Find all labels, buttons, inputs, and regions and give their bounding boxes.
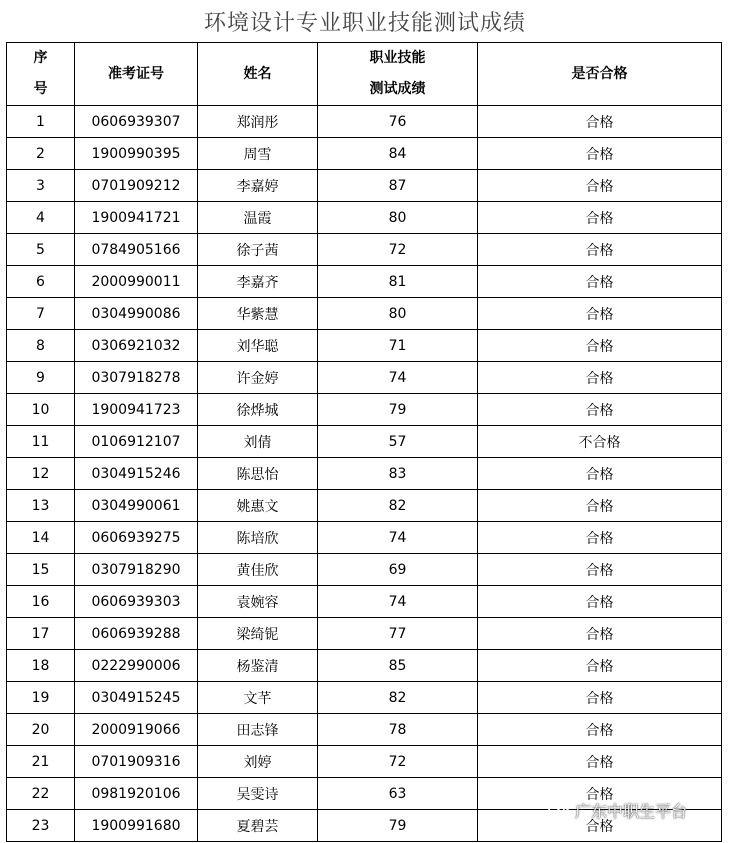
cell-exam-no: 1900941723: [75, 394, 198, 426]
cell-score: 74: [318, 586, 478, 618]
cell-name: 姚惠文: [198, 490, 318, 522]
cell-name: 黄佳欣: [198, 554, 318, 586]
cell-pass: 合格: [478, 778, 722, 810]
cell-pass: 合格: [478, 330, 722, 362]
cell-seq: 17: [7, 618, 75, 650]
table-row: [7, 554, 722, 586]
cell-seq: 21: [7, 746, 75, 778]
cell-score: 74: [318, 362, 478, 394]
cell-name: 梁绮铌: [198, 618, 318, 650]
table-row: [7, 266, 722, 298]
cell-pass: 不合格: [478, 426, 722, 458]
cell-exam-no: 0307918290: [75, 554, 198, 586]
cell-exam-no: 0307918278: [75, 362, 198, 394]
cell-seq: 7: [7, 298, 75, 330]
cell-score: 80: [318, 298, 478, 330]
header-pass: 是否合格: [478, 43, 722, 106]
cell-score: 87: [318, 170, 478, 202]
table-row: [7, 458, 722, 490]
cell-pass: 合格: [478, 202, 722, 234]
cell-seq: 6: [7, 266, 75, 298]
cell-pass: 合格: [478, 490, 722, 522]
cell-score: 85: [318, 650, 478, 682]
header-score-line2: 测试成绩: [369, 81, 426, 97]
cell-score: 80: [318, 202, 478, 234]
cell-seq: 16: [7, 586, 75, 618]
cell-score: 82: [318, 682, 478, 714]
cell-seq: 1: [7, 106, 75, 138]
cell-exam-no: 1900990395: [75, 138, 198, 170]
cell-score: 83: [318, 458, 478, 490]
cell-pass: 合格: [478, 458, 722, 490]
header-seq: [7, 43, 75, 106]
cell-seq: 22: [7, 778, 75, 810]
header-seq-line1: 序: [33, 50, 48, 66]
cell-name: 陈培欣: [198, 522, 318, 554]
cell-seq: 3: [7, 170, 75, 202]
header-name: 姓名: [198, 43, 318, 106]
cell-name: 文芊: [198, 682, 318, 714]
cell-pass: 合格: [478, 618, 722, 650]
table-row: [7, 618, 722, 650]
cell-exam-no: 0222990006: [75, 650, 198, 682]
table-row: [7, 330, 722, 362]
header-exam-no: 准考证号: [75, 43, 198, 106]
cell-name: 夏碧芸: [198, 810, 318, 842]
cell-name: 刘倩: [198, 426, 318, 458]
cell-pass: 合格: [478, 746, 722, 778]
cell-exam-no: 0304915246: [75, 458, 198, 490]
table-row: [7, 298, 722, 330]
cell-score: 71: [318, 330, 478, 362]
table-row: [7, 650, 722, 682]
cell-pass: 合格: [478, 106, 722, 138]
cell-name: 李嘉齐: [198, 266, 318, 298]
cell-name: 刘婷: [198, 746, 318, 778]
cell-name: 袁婉容: [198, 586, 318, 618]
table-row: [7, 522, 722, 554]
cell-name: 李嘉婷: [198, 170, 318, 202]
cell-name: 刘华聪: [198, 330, 318, 362]
cell-score: 82: [318, 490, 478, 522]
cell-exam-no: 1900941721: [75, 202, 198, 234]
cell-seq: 20: [7, 714, 75, 746]
cell-pass: 合格: [478, 234, 722, 266]
cell-score: 76: [318, 106, 478, 138]
cell-name: 陈思怡: [198, 458, 318, 490]
cell-name: 徐烨城: [198, 394, 318, 426]
table-row: [7, 394, 722, 426]
cell-pass: 合格: [478, 362, 722, 394]
cell-exam-no: 0304990086: [75, 298, 198, 330]
cell-pass: 合格: [478, 138, 722, 170]
cell-name: 周雪: [198, 138, 318, 170]
cell-seq: 23: [7, 810, 75, 842]
watermark: [548, 798, 687, 822]
cell-seq: 8: [7, 330, 75, 362]
table-row: [7, 362, 722, 394]
cell-seq: 15: [7, 554, 75, 586]
cell-exam-no: 0106912107: [75, 426, 198, 458]
cell-pass: 合格: [478, 586, 722, 618]
cell-exam-no: 0784905166: [75, 234, 198, 266]
cell-exam-no: 0606939303: [75, 586, 198, 618]
cell-seq: 14: [7, 522, 75, 554]
wechat-icon: [548, 801, 570, 819]
cell-name: 吴雯诗: [198, 778, 318, 810]
cell-score: 69: [318, 554, 478, 586]
watermark-text: 广东中职生平台: [575, 801, 688, 821]
table-row: [7, 586, 722, 618]
header-score-line1: 职业技能: [369, 50, 426, 66]
cell-pass: 合格: [478, 810, 722, 842]
cell-score: 74: [318, 522, 478, 554]
cell-seq: 9: [7, 362, 75, 394]
table-row: [7, 682, 722, 714]
cell-seq: 11: [7, 426, 75, 458]
cell-name: 郑润彤: [198, 106, 318, 138]
cell-score: 63: [318, 778, 478, 810]
table-header-row: [7, 43, 722, 106]
cell-seq: 13: [7, 490, 75, 522]
header-score: [318, 43, 478, 106]
table-row: [7, 490, 722, 522]
cell-score: 79: [318, 810, 478, 842]
cell-score: 77: [318, 618, 478, 650]
cell-score: 72: [318, 234, 478, 266]
table-row: [7, 746, 722, 778]
cell-score: 57: [318, 426, 478, 458]
cell-score: 79: [318, 394, 478, 426]
table-row: [7, 426, 722, 458]
cell-pass: 合格: [478, 298, 722, 330]
cell-pass: 合格: [478, 650, 722, 682]
cell-exam-no: 0306921032: [75, 330, 198, 362]
cell-pass: 合格: [478, 682, 722, 714]
cell-seq: 10: [7, 394, 75, 426]
cell-score: 78: [318, 714, 478, 746]
cell-pass: 合格: [478, 554, 722, 586]
cell-exam-no: 0606939288: [75, 618, 198, 650]
table-row: [7, 138, 722, 170]
cell-name: 杨鉴清: [198, 650, 318, 682]
cell-name: 温霞: [198, 202, 318, 234]
cell-exam-no: 0701909316: [75, 746, 198, 778]
cell-name: 华紫慧: [198, 298, 318, 330]
table-body: [7, 106, 722, 842]
cell-pass: 合格: [478, 170, 722, 202]
cell-seq: 19: [7, 682, 75, 714]
table-row: [7, 714, 722, 746]
cell-exam-no: 0981920106: [75, 778, 198, 810]
cell-name: 徐子茜: [198, 234, 318, 266]
cell-pass: 合格: [478, 266, 722, 298]
cell-seq: 12: [7, 458, 75, 490]
cell-seq: 18: [7, 650, 75, 682]
cell-exam-no: 0606939307: [75, 106, 198, 138]
cell-seq: 2: [7, 138, 75, 170]
table-row: [7, 234, 722, 266]
cell-exam-no: 0701909212: [75, 170, 198, 202]
cell-exam-no: 1900991680: [75, 810, 198, 842]
cell-seq: 4: [7, 202, 75, 234]
table-row: [7, 106, 722, 138]
cell-exam-no: 0304990061: [75, 490, 198, 522]
cell-exam-no: 0606939275: [75, 522, 198, 554]
cell-score: 72: [318, 746, 478, 778]
table-row: [7, 202, 722, 234]
cell-pass: 合格: [478, 714, 722, 746]
cell-exam-no: 2000990011: [75, 266, 198, 298]
cell-exam-no: 0304915245: [75, 682, 198, 714]
table-row: [7, 170, 722, 202]
cell-pass: 合格: [478, 522, 722, 554]
cell-name: 田志锋: [198, 714, 318, 746]
cell-seq: 5: [7, 234, 75, 266]
cell-exam-no: 2000919066: [75, 714, 198, 746]
score-table: [6, 42, 722, 842]
cell-score: 84: [318, 138, 478, 170]
header-seq-line2: 号: [33, 81, 48, 97]
page-title: 环境设计专业职业技能测试成绩: [203, 11, 526, 36]
cell-score: 81: [318, 266, 478, 298]
cell-name: 许金婷: [198, 362, 318, 394]
cell-pass: 合格: [478, 394, 722, 426]
